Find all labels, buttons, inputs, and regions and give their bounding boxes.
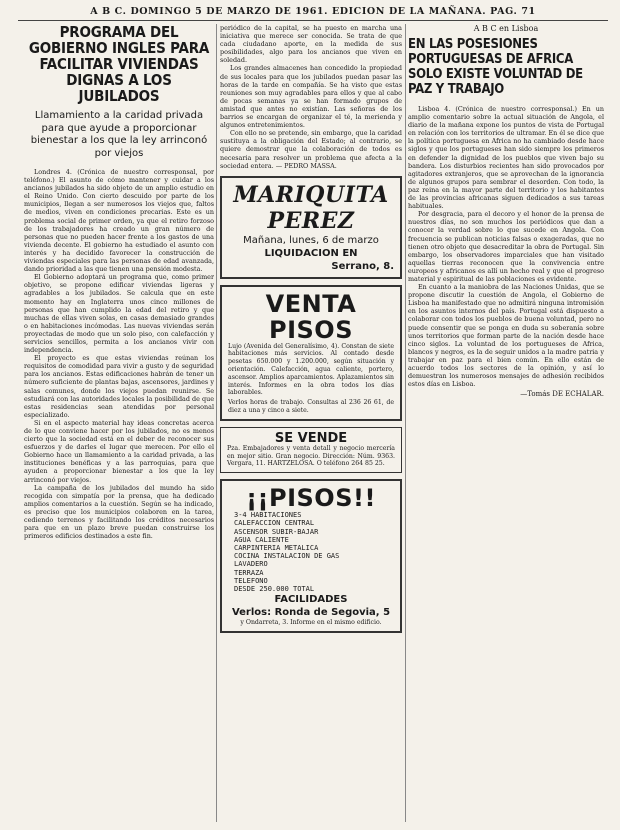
left-paragraph-1: Londres 4. (Crónica de nuestro corresponsal, por teléfono.) El asunto de cómo mantener y cuidar a los ancianos jubilados ha sido objeto de un amplio estudio en el Reino Unido. Con cierto descuido por parte de los municipios, llegan a ser numerosos los viejos que, faltos de medios, viven en condiciones precarias. Este es un problema social de primer orden, ya que el retiro forzoso de los trabajadores ha creado un gran número de personas que no pueden hacer frente a los gastos de una vivienda decente. El gobierno ha estudiado el asunto con interés y ha decidido favorecer la construcción de viviendas especiales para las personas de edad avanzada, dando prioridad a las que tienen una pensión modesta. bbox=[24, 168, 214, 274]
list-item: TELEFONO bbox=[234, 576, 268, 585]
author-signature: —Tomás DE ECHALAR. bbox=[520, 390, 604, 399]
right-headline: EN LAS POSESIONES PORTUGUESAS DE AFRICA SOLO EXISTE VOLUNTAD DE PAZ Y TRABAJO bbox=[408, 37, 583, 97]
list-item: TERRAZA bbox=[234, 568, 264, 577]
advert-text: Pza. Embajadores y venta detall y negocio mercería en mejor sitio. Gran negocio. Dirección: Núm. 9363. Vergara, 11. HARTZELOSA. O teléfono 264 85 25. bbox=[227, 444, 395, 468]
advert-title: MARIQUITA PEREZ bbox=[233, 181, 389, 234]
column-divider bbox=[216, 24, 217, 822]
middle-column bbox=[220, 24, 402, 822]
advert-liquidation: LIQUIDACION EN bbox=[264, 247, 358, 259]
list-item: COCINA INSTALACION DE GAS bbox=[234, 552, 340, 561]
advert-address: Verlos: Ronda de Segovia, 5 bbox=[231, 607, 391, 619]
left-headline: PROGRAMA DEL GOBIERNO INGLES PARA FACILITAR VIVIENDAS DIGNAS A LOS JUBILADOS bbox=[28, 24, 210, 105]
left-paragraph-4: Si en el aspecto material hay ideas concretas acerca de lo que conviene hacer por los jubilados, no es menos cierto que la sociedad está en el deber de reconocer sus esfuerzos y de darles el lugar que merecen. Por ello el Gobierno hace un llamamiento a la caridad privada, a las instituciones benéficas y a las parroquias, para que ayuden a proporcionar bienestar a los que la ley arrinconó por viejos. bbox=[24, 418, 214, 484]
advert-address: Serrano, 8. bbox=[331, 260, 394, 272]
middle-paragraph-1: periódico de la capital, se ha puesto en marcha una iniciativa que merece ser conocida. Se trata de que cada ciudadano aporte, en la medida de sus posibilidades, algo para los ancianos que viven en soledad. bbox=[220, 24, 402, 65]
left-paragraph-5: La campaña de los jubilados del mundo ha sido recogida con simpatía por la prensa, que ha dedicado amplios comentarios a la cuestión. Según se ha indicado, es preciso que los municipios colaboren en la tarea, cediendo terrenos y facilitando los créditos necesarios para que en un plazo breve puedan construirse los primeros edificios destinados a este fin. bbox=[24, 483, 214, 541]
list-item: CARPINTERIA METALICA bbox=[234, 544, 319, 553]
middle-paragraph-2: Los grandes almacenes han concedido la propiedad de sus locales para que los jubilados puedan pasar las horas de la tarde en compañía. Se ha visto que estas reuniones son muy agradables para ellos y que al cabo de pocas semanas ya se han formado grupos de amistad que antes no existían. Las señoras de los barrios se encargan de organizar el té, la merienda y algunos entretenimientos. bbox=[220, 64, 402, 130]
left-paragraph-3: El proyecto es que estas viviendas reúnan los requisitos de comodidad para vivir a gusto y de seguridad para los ancianos. Estas edificaciones habrán de tener un número suficiente de plantas bajas, ascensores, jardines y salas comunes, donde los viejos puedan reunirse. Se estudiará con las autoridades locales la posibilidad de que estas residencias sean atendidas por personal especializado. bbox=[24, 354, 214, 419]
left-subhead: Llamamiento a la caridad privada para que ayude a proporcionar bienestar a los que la ley arrinconó por viejos bbox=[30, 110, 208, 159]
right-column bbox=[408, 24, 604, 822]
advert-venta-pisos bbox=[220, 285, 402, 421]
column-divider bbox=[405, 24, 406, 822]
list-item: 3-4 HABITACIONES bbox=[234, 511, 302, 520]
list-item: CALEFACCION CENTRAL bbox=[234, 519, 315, 528]
advert-title: SE VENDE bbox=[274, 430, 348, 446]
advert-title: VENTA PISOS bbox=[265, 289, 357, 344]
left-column bbox=[24, 24, 214, 822]
section-label: A B C en Lisboa bbox=[473, 24, 539, 33]
page-header: A B C. DOMINGO 5 DE MARZO DE 1961. EDICION DE LA MAÑANA. PAG. 71 bbox=[18, 6, 608, 21]
advert-date: Mañana, lunes, 6 de marzo bbox=[243, 234, 379, 246]
list-item: DESDE 250.000 TOTAL bbox=[234, 585, 315, 594]
list-item: LAVADERO bbox=[234, 560, 268, 569]
advert-text: Lujo (Avenida del Generalísimo, 4). Constan de siete habitaciones más servicios. Al contado desde pesetas 650.000 y 1.200.000, según situación y orientación. Calefacción, agua caliente, portero, ascensor. Amplios aparcamientos. Aplazamientos sin interés. Informes en la obra todos los días laborables. bbox=[228, 342, 394, 397]
right-paragraph-2: Por desgracia, para el decoro y el honor de la prensa de nuestros días, no son muchos los periódicos que dan a conocer la verdad sobre lo que sucede en Angola. Con frecuencia se publican noticias falsas o exageradas, que no tienen otro objeto que desacreditar la obra de Portugal. Sin embargo, los observadores imparciales que han visitado aquellas tierras reconocen que la convivencia entre europeos y africanos es allí un hecho real y que el progreso material y espiritual de las poblaciones es evidente. bbox=[408, 210, 604, 283]
advert-contact: Verlos horas de trabajo. Consultas al 236 26 61, de diez a una y cinco a siete. bbox=[228, 399, 394, 415]
advert-pisos bbox=[220, 479, 402, 633]
list-item: ASCENSOR SUBIR-BAJAR bbox=[234, 527, 319, 536]
advert-title: ¡¡PISOS!! bbox=[246, 484, 376, 513]
middle-paragraph-3: Con ello no se pretende, sin embargo, que la caridad sustituya a la obligación del Estado; al contrario, se quiere demostrar que la colaboración de todos es necesaria para resolver un problema que afecta a la sociedad entera. — PEDRO MASSA. bbox=[220, 129, 402, 170]
right-paragraph-3: En cuanto a la maniobra de las Naciones Unidas, que se propone discutir la cuestión de Angola, el Gobierno de Lisboa ha manifestado que no admitirá ninguna intromisión en los asuntos internos del país. Portugal está dispuesto a colaborar con todos los pueblos de buena voluntad, pero no puede consentir que se ponga en duda su soberanía sobre unos territorios que forman parte de la nación desde hace cinco siglos. La voluntad de los portugueses de Africa, blancos y negros, es la de seguir unidos a la madre patria y trabajar en paz para el bien común. En ello están de acuerdo todos los sectores de la opinión, y así lo demuestran los numerosos mensajes de adhesión recibidos estos días en Lisboa. bbox=[408, 283, 604, 389]
advert-mariquita-perez bbox=[220, 176, 402, 279]
list-item: AGUA CALIENTE bbox=[234, 535, 289, 544]
advert-facilities: FACILIDADES bbox=[274, 594, 348, 606]
left-paragraph-2: El Gobierno adoptará un programa que, como primer objetivo, se propone edificar viviendas ligeras y agradables a los jubilados. Se calcula que en este momento hay en Inglaterra unos cinco millones de personas que han cumplido la edad del retiro y que muchas de ellas viven solas, en casas demasiado grandes o en habitaciones incómodas. Las nuevas viviendas serán proyectadas de modo que un solo piso, con calefacción y servicios sencillos, permita a los ancianos vivir con independencia. bbox=[24, 273, 214, 355]
right-paragraph-1: Lisboa 4. (Crónica de nuestro corresponsal.) En un amplio comentario sobre la actual situación de Angola, el diario de la mañana expone los puntos de vista de Portugal en relación con los territorios de ultramar. En él se dice que la política portuguesa en Africa no ha cambiado desde hace siglos y que los portugueses han sido siempre los primeros en defender la dignidad de los pueblos que viven bajo su bandera. Los disturbios recientes han sido provocados por agitadores extranjeros, que se aprovechan de la ignorancia de algunos grupos para sembrar el desorden. Con todo, la paz reina en la mayor parte del territorio y los habitantes de las provincias africanas siguen dedicados a sus tareas habituales. bbox=[408, 105, 604, 211]
advert-se-vende bbox=[220, 427, 402, 473]
advert-features bbox=[228, 511, 394, 593]
advert-note: y Ondarreta, 3. Informe en el mismo edificio. bbox=[240, 619, 382, 627]
